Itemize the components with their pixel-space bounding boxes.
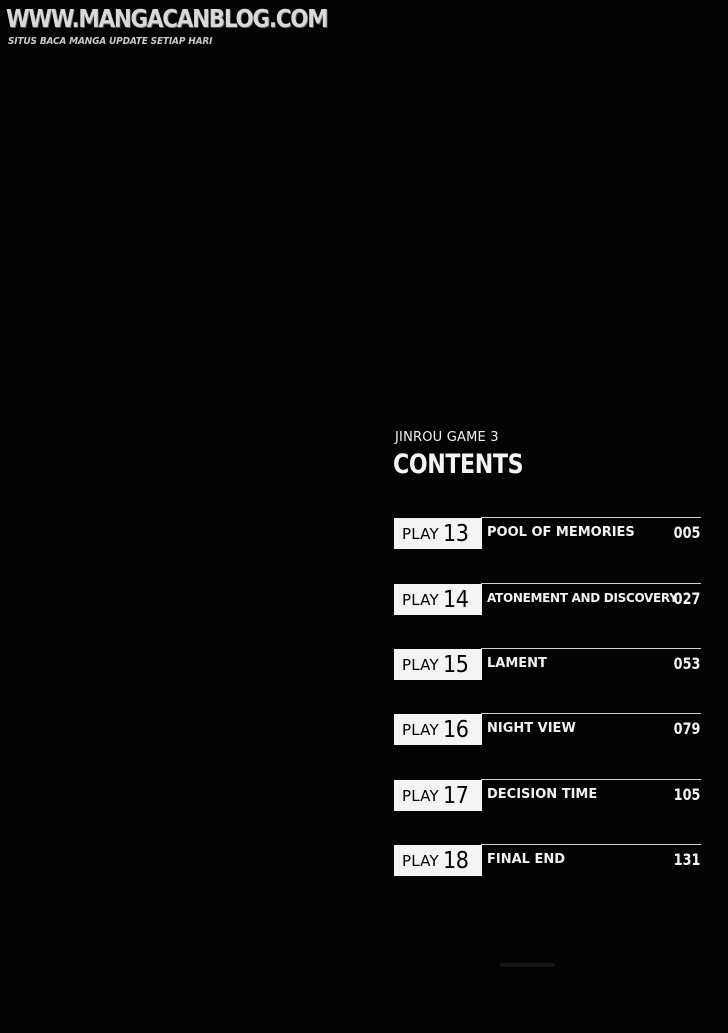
chapter-page-number: 005 [673,523,700,542]
entry-divider [481,517,701,518]
book-title: JINROU GAME 3 [395,430,499,445]
play-label-box [394,518,482,549]
chapter-title: DECISION TIME [487,787,598,802]
watermark-site-name: WWW.MANGACANBLOG.COM [6,4,328,33]
play-label-box [394,584,482,615]
chapter-entry-18[interactable] [393,844,703,876]
entry-divider [481,713,701,714]
play-label-box [394,714,482,745]
table-of-contents [393,428,703,874]
chapter-entry-16[interactable] [393,713,703,745]
play-word: PLAY [402,590,439,609]
play-label-box [394,845,482,876]
play-number: 16 [442,716,469,743]
entry-divider [481,844,701,845]
scan-smudge [500,963,555,967]
entry-divider [481,779,701,780]
contents-heading: CONTENTS [393,449,524,480]
chapter-title: LAMENT [487,656,547,671]
play-number: 18 [442,847,469,874]
chapter-title: NIGHT VIEW [487,721,576,736]
chapter-page-number: 105 [673,785,700,804]
play-number: 14 [442,586,469,613]
entry-divider [481,583,701,584]
chapter-title: FINAL END [487,852,566,867]
entry-divider [481,648,701,649]
play-number: 17 [442,782,469,809]
chapter-page-number: 027 [673,589,700,608]
watermark [6,4,328,47]
chapter-title: POOL OF MEMORIES [487,525,635,540]
chapter-title: ATONEMENT AND DISCOVERY [487,591,678,605]
chapter-page-number: 131 [673,850,700,869]
chapter-entry-17[interactable] [393,779,703,811]
chapter-page-number: 079 [673,719,700,738]
chapter-page-number: 053 [673,654,700,673]
play-number: 15 [442,651,469,678]
play-label-box [394,780,482,811]
play-word: PLAY [402,851,439,870]
chapter-entry-15[interactable] [393,648,703,680]
play-word: PLAY [402,524,439,543]
play-word: PLAY [402,720,439,739]
play-number: 13 [442,520,469,547]
play-label-box [394,649,482,680]
play-word: PLAY [402,786,439,805]
chapter-entry-14[interactable] [393,583,703,615]
chapter-entry-13[interactable] [393,517,703,549]
watermark-tagline: SITUS BACA MANGA UPDATE SETIAP HARI [8,36,213,47]
play-word: PLAY [402,655,439,674]
